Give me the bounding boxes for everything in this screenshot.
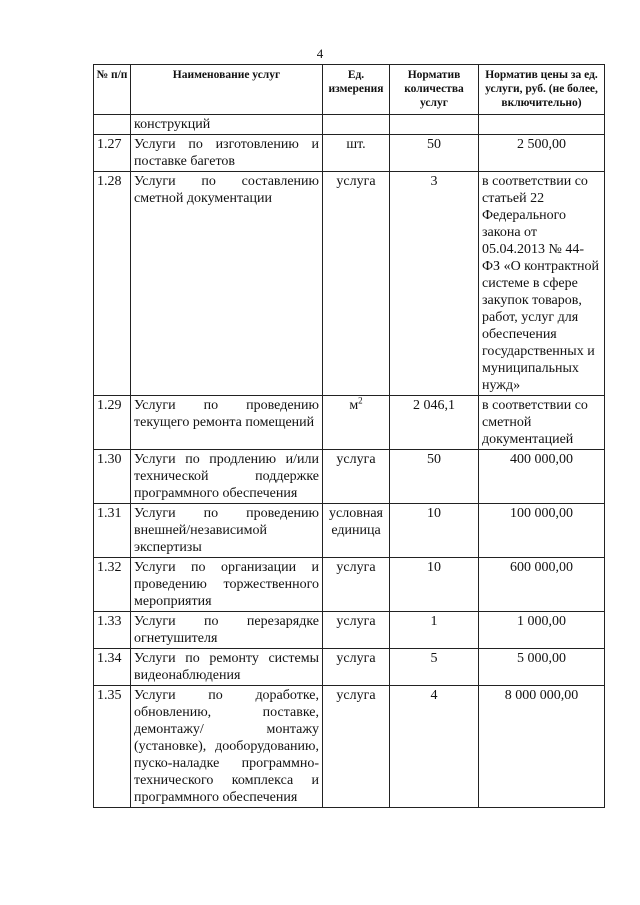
table-header-row [94,65,605,115]
table-row [94,504,605,558]
cell-name: Услуги по изготовлению и поставке багетов [131,135,323,172]
cell-name: Услуги по ремонту системы видеонаблюдения [131,649,323,686]
header-unit: Ед. измерения [323,65,390,115]
cell-qty: 50 [390,135,479,172]
cell-unit: услуга [323,558,390,612]
cell-price: 2 500,00 [479,135,605,172]
cell-name: Услуги по организации и проведению торжественного мероприятия [131,558,323,612]
cell-name: Услуги по продлению и/или технической поддержке программного обеспечения [131,450,323,504]
cell-unit: услуга [323,172,390,396]
header-name: Наименование услуг [131,65,323,115]
cell-num: 1.27 [94,135,131,172]
page-number: 4 [316,46,324,61]
cell-qty: 50 [390,450,479,504]
cell-price: в соответствии со сметной документацией [479,396,605,450]
cell-qty: 4 [390,686,479,808]
cell-unit: условная единица [323,504,390,558]
cell-qty [390,115,479,135]
cell-price: 8 000 000,00 [479,686,605,808]
services-table [93,64,605,808]
cell-name: Услуги по проведению текущего ремонта помещений [131,396,323,450]
table-row [94,686,605,808]
cell-num: 1.35 [94,686,131,808]
cell-name: Услуги по проведению внешней/независимой экспертизы [131,504,323,558]
cell-num: 1.28 [94,172,131,396]
cell-qty: 10 [390,558,479,612]
unit-text: м [349,398,359,413]
cell-price: 1 000,00 [479,612,605,649]
cell-name: Услуги по составлению сметной документации [131,172,323,396]
cell-unit: услуга [323,686,390,808]
cell-qty: 10 [390,504,479,558]
cell-unit: услуга [323,612,390,649]
cell-unit: шт. [323,135,390,172]
cell-price: 400 000,00 [479,450,605,504]
cell-num: 1.29 [94,396,131,450]
table-row [94,612,605,649]
table-row [94,450,605,504]
cell-name: Услуги по доработке, обновлению, поставке, демонтажу/ монтажу (установке), дооборудованию, пуско-наладке программно-технического комплекса и программного обеспечения [131,686,323,808]
cell-num: 1.32 [94,558,131,612]
header-price: Норматив цены за ед. услуги, руб. (не более, включительно) [479,65,605,115]
header-qty: Норматив количества услуг [390,65,479,115]
cell-num: 1.30 [94,450,131,504]
cell-price: 5 000,00 [479,649,605,686]
table-row [94,396,605,450]
cell-qty: 3 [390,172,479,396]
cell-num [94,115,131,135]
cell-unit [323,115,390,135]
cell-qty: 5 [390,649,479,686]
cell-name: Услуги по перезарядке огнетушителя [131,612,323,649]
cell-unit: услуга [323,450,390,504]
table-row [94,135,605,172]
cell-price: 600 000,00 [479,558,605,612]
cell-num: 1.33 [94,612,131,649]
table-row [94,172,605,396]
cell-qty: 2 046,1 [390,396,479,450]
unit-superscript: 2 [358,395,363,406]
table-row [94,558,605,612]
cell-num: 1.31 [94,504,131,558]
cell-qty: 1 [390,612,479,649]
cell-num: 1.34 [94,649,131,686]
cell-price: в соответствии со статьей 22 Федерального закона от 05.04.2013 № 44-ФЗ «О контрактной системе в сфере закупок товаров, работ, услуг для обеспечения государственных и муниципальных нужд» [479,172,605,396]
table-row [94,649,605,686]
cell-name: конструкций [131,115,323,135]
header-num: № п/п [94,65,131,115]
cell-price [479,115,605,135]
cell-unit [323,396,390,450]
cell-price: 100 000,00 [479,504,605,558]
table-row-continuation [94,115,605,135]
cell-unit: услуга [323,649,390,686]
